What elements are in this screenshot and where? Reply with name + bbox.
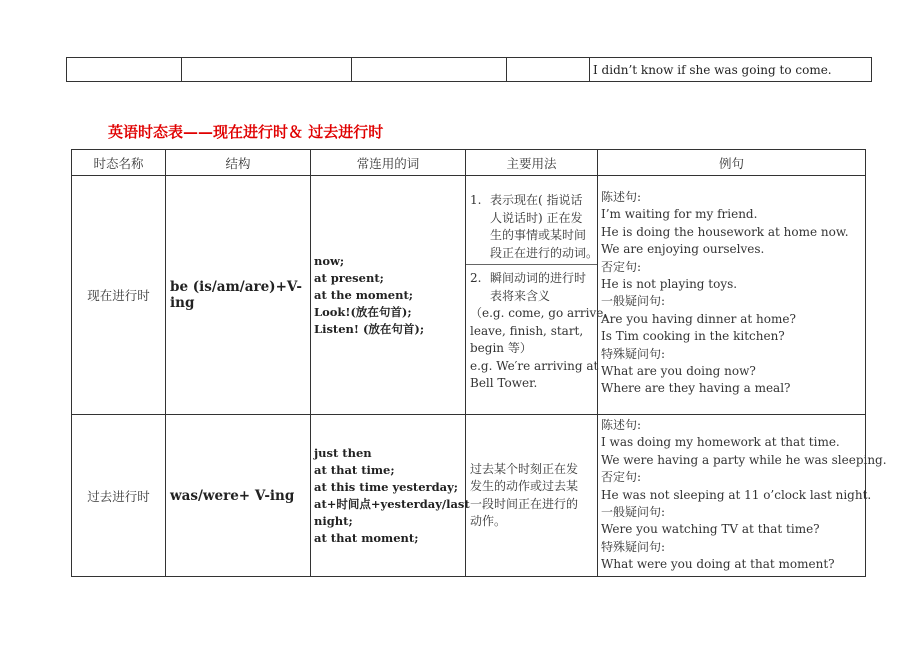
example-line: 陈述句:: [601, 190, 642, 204]
usage-line: 动作。: [470, 514, 507, 528]
usage-line: 段正在进行的动词。: [490, 245, 599, 260]
tense-name: 现在进行时: [72, 176, 166, 415]
example-line: He is not playing toys.: [601, 277, 738, 292]
word-item: just then: [314, 445, 372, 460]
usage-line: begin 等）: [470, 341, 532, 355]
word-item: at this time yesterday;: [314, 479, 459, 494]
example-line: 特殊疑问句:: [601, 539, 666, 554]
word-item: at that time;: [314, 462, 395, 477]
row-present-continuous: [72, 176, 866, 415]
usage-cell: [466, 176, 608, 415]
usage-line: e.g. We′re arriving at: [470, 358, 599, 373]
table-row: [67, 58, 872, 82]
usage-item-2: [466, 265, 608, 393]
example-line: 一般疑问句:: [601, 505, 666, 520]
header-row: [72, 150, 866, 176]
word-item: now;: [314, 253, 345, 268]
example-line: He was not sleeping at 11 o’clock last night.: [601, 487, 872, 502]
common-words: [311, 415, 470, 577]
tense-table: [71, 149, 887, 577]
usage-line: 过去某个时刻正在发: [470, 461, 579, 476]
word-item: Listen! (放在句首);: [314, 321, 425, 336]
page-title: 英语时态表——现在进行时＆ 过去进行时: [108, 123, 384, 141]
empty-cell: [182, 58, 352, 82]
header-usage: 主要用法: [466, 150, 598, 176]
example-line: We are enjoying ourselves.: [601, 242, 765, 257]
example-line: We were having a party while he was sleeping.: [601, 452, 887, 467]
usage-line: （e.g. come, go arrive,: [470, 306, 608, 320]
tense-structure: be (is/am/are)+V-ing: [166, 176, 311, 415]
usage-line: 人说话时) 正在发: [490, 210, 583, 225]
header-examples: 例句: [598, 150, 866, 176]
usage-item-1: [466, 176, 597, 265]
usage-line: 表示现在( 指说话: [490, 193, 583, 207]
usage-cell: [466, 415, 598, 577]
usage-line: Bell Tower.: [470, 376, 538, 390]
example-line: What are you doing now?: [601, 364, 756, 379]
example-line: What were you doing at that moment?: [601, 557, 835, 572]
word-item: at present;: [314, 270, 384, 285]
empty-cell: [507, 58, 590, 82]
example-line: 否定句:: [601, 259, 642, 274]
tense-name: 过去进行时: [72, 415, 166, 577]
top-table-fragment: [66, 57, 872, 82]
tense-structure: was/were+ V-ing: [166, 415, 311, 577]
example-line: 一般疑问句:: [601, 294, 666, 309]
word-item: night;: [314, 513, 353, 528]
examples-cell: [598, 415, 887, 577]
word-item: at that moment;: [314, 530, 419, 545]
usage-line: leave, finish, start,: [470, 323, 584, 338]
example-line: 陈述句:: [601, 418, 642, 432]
example-cell: I didn’t know if she was going to come.: [590, 58, 872, 82]
example-line: 否定句:: [601, 470, 642, 485]
example-line: Were you watching TV at that time?: [601, 522, 820, 537]
usage-number: 1.: [470, 193, 482, 207]
word-item: at+时间点+yesterday/last: [314, 496, 470, 511]
example-line: I’m waiting for my friend.: [601, 207, 758, 222]
word-item: at the moment;: [314, 287, 414, 302]
word-item: Look!(放在句首);: [314, 304, 412, 319]
usage-line: 表将来含义: [490, 288, 551, 303]
row-past-continuous: [72, 415, 866, 577]
usage-number: 2.: [470, 271, 482, 285]
header-tense-name: 时态名称: [72, 150, 166, 176]
usage-line: 一段时间正在进行的: [470, 496, 579, 511]
usage-line: 生的事情或某时间: [490, 228, 587, 242]
example-line: He is doing the housework at home now.: [601, 224, 849, 239]
example-line: I was doing my homework at that time.: [601, 435, 840, 450]
empty-cell: [352, 58, 507, 82]
header-common-words: 常连用的词: [311, 150, 466, 176]
common-words: [311, 176, 466, 415]
usage-line: 发生的动作或过去某: [470, 479, 579, 493]
header-structure: 结构: [166, 150, 311, 176]
example-line: 特殊疑问句:: [601, 346, 666, 361]
empty-cell: [67, 58, 182, 82]
example-line: Are you having dinner at home?: [601, 311, 796, 326]
examples-cell: [598, 176, 866, 415]
usage-line: 瞬间动词的进行时: [490, 271, 587, 285]
example-line: Where are they having a meal?: [601, 381, 791, 396]
example-line: Is Tim cooking in the kitchen?: [601, 329, 785, 344]
